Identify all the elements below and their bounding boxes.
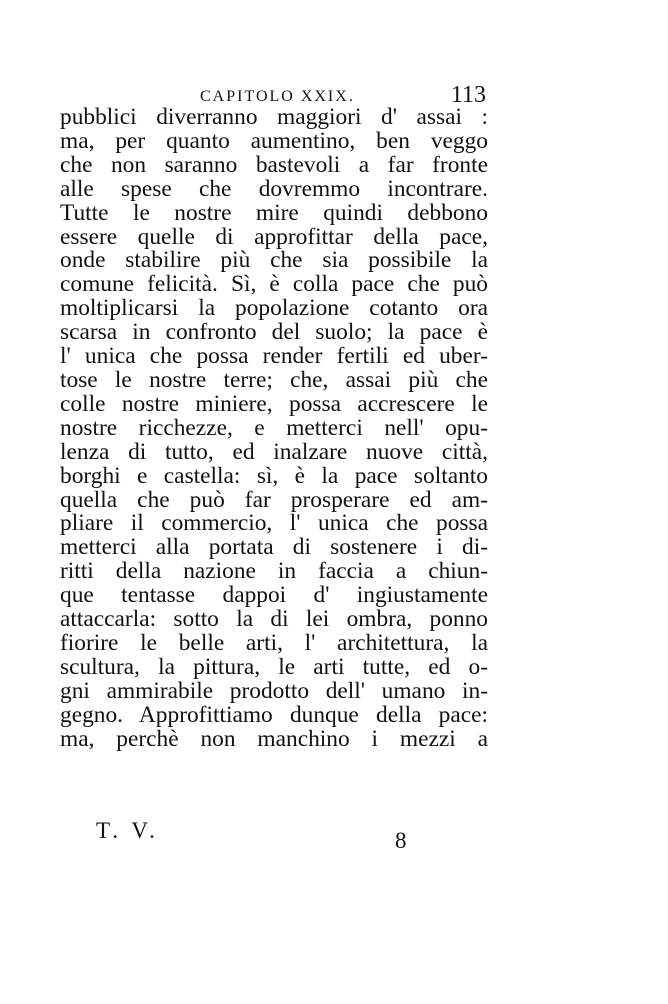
text-line: gegno. Approfittiamo dunque della pace: (60, 701, 488, 728)
text-line: nostre ricchezze, e metterci nell' opu- (60, 414, 488, 441)
text-line: ma, perchè non manchino i mezzi a (60, 725, 488, 752)
text-line: ma, per quanto aumentino, ben veggo (60, 127, 488, 154)
text-line: l' unica che possa render fertili ed uber- (60, 343, 488, 370)
text-line: gni ammirabile prodotto dell' umano in- (60, 677, 488, 704)
text-line: ritti della nazione in faccia a chiun- (60, 558, 488, 585)
signature-mark: T. V. (96, 818, 159, 843)
text-line: borghi e castella: sì, è la pace soltanto (60, 462, 488, 489)
text-line: moltiplicarsi la popolazione cotanto ora (60, 295, 488, 322)
text-line: essere quelle di approfittar della pace, (60, 223, 488, 250)
text-line: che non saranno bastevoli a far fronte (60, 151, 488, 178)
text-line: scarsa in confronto del suolo; la pace è (60, 319, 488, 346)
text-line: colle nostre miniere, possa accrescere le (60, 390, 488, 417)
text-line: metterci alla portata di sostenere i di- (60, 534, 488, 561)
text-line: pliare il commercio, l' unica che possa (60, 510, 488, 537)
text-line: scultura, la pittura, le arti tutte, ed o- (60, 653, 488, 680)
text-line: tose le nostre terre; che, assai più che (60, 366, 488, 393)
page-number: 113 (450, 82, 486, 108)
text-line: que tentasse dappoi d' ingiustamente (60, 582, 488, 609)
text-line: comune felicità. Sì, è colla pace che può (60, 271, 488, 298)
text-line: lenza di tutto, ed inalzare nuove città, (60, 438, 488, 465)
body-text (60, 106, 488, 751)
running-title: CAPITOLO XXIX. (200, 88, 355, 105)
text-line: fiorire le belle arti, l' architettura, la (60, 629, 488, 656)
gathering-number: 8 (395, 828, 407, 853)
text-line: Tutte le nostre mire quindi debbono (60, 199, 488, 226)
text-line: pubblici diverranno maggiori d' assai : (60, 104, 488, 130)
text-line: alle spese che dovremmo incontrare. (60, 175, 488, 202)
page-footer (60, 818, 490, 858)
text-line: attaccarla: sotto la di lei ombra, ponno (60, 606, 488, 633)
text-line: onde stabilire più che sia possibile la (60, 247, 488, 274)
text-line: quella che può far prosperare ed am- (60, 486, 488, 513)
